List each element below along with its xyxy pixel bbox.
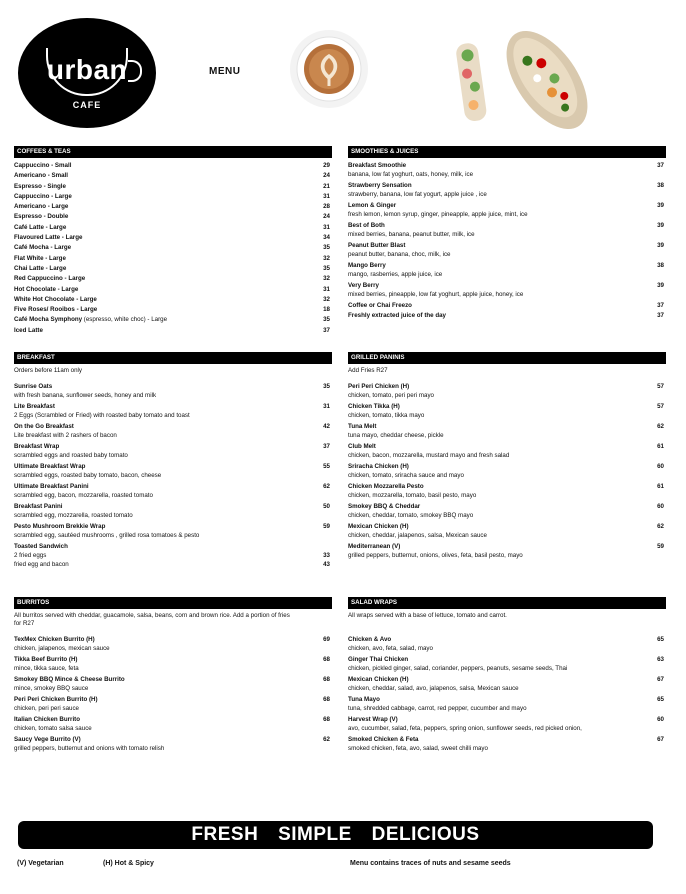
menu-item <box>348 382 666 400</box>
item-price: 68 <box>323 676 330 683</box>
item-price: 67 <box>657 676 664 683</box>
item-price: 39 <box>657 222 664 229</box>
item-price: 50 <box>323 503 330 510</box>
section-header: GRILLED PANINIS <box>348 352 666 364</box>
item-name: Coffee or Chai Freezo <box>348 302 412 309</box>
menu-item <box>14 422 332 440</box>
item-description: chicken, avo, feta, salad, mayo <box>348 645 433 652</box>
slogan-banner: FRESH SIMPLE DELICIOUS <box>18 821 653 849</box>
item-price: 39 <box>657 202 664 209</box>
item-description: chicken, bacon, mozzarella, mustard mayo and fresh salad <box>348 452 510 459</box>
item-description: mixed berries, banana, peanut butter, milk, ice <box>348 231 475 238</box>
item-description: scrambled egg, bacon, mozzarella, roasted tomato <box>14 492 153 499</box>
menu-item <box>348 675 666 693</box>
item-price: 61 <box>657 443 664 450</box>
item-price: 35 <box>323 383 330 390</box>
menu-item <box>14 442 332 460</box>
item-price: 37 <box>323 326 330 334</box>
menu-item <box>348 462 666 480</box>
menu-title: MENU <box>209 66 241 77</box>
item-name: Very Berry <box>348 282 379 289</box>
menu-item <box>14 305 332 315</box>
menu-item <box>14 233 332 243</box>
item-price: 62 <box>323 736 330 743</box>
item-price: 32 <box>323 275 330 283</box>
item-price: 29 <box>323 162 330 169</box>
menu-item <box>14 182 332 192</box>
item-price: 31 <box>323 285 330 293</box>
item-name: Peri Peri Chicken Burrito (H) <box>14 696 98 703</box>
burritos-section <box>14 597 332 755</box>
section-note: All burritos served with cheddar, guacamole, salsa, beans, corn and brown rice. Add a portion of fries for R27 <box>14 612 290 627</box>
item-description: smoked chicken, feta, avo, salad, sweet chilli mayo <box>348 745 488 752</box>
item-name: Chicken Tikka (H) <box>348 403 400 410</box>
item-price: 59 <box>323 523 330 530</box>
item-price: 32 <box>323 295 330 303</box>
section-note: All wraps served with a base of lettuce, tomato and carrot. <box>348 612 507 619</box>
item-price: 24 <box>323 213 330 221</box>
item-price: 37 <box>323 443 330 450</box>
menu-item <box>14 264 332 274</box>
menu-item <box>348 522 666 540</box>
section-note: Orders before 11am only <box>14 367 82 374</box>
section-header: SALAD WRAPS <box>348 597 666 609</box>
menu-item <box>14 192 332 202</box>
item-price: 59 <box>657 543 664 550</box>
menu-item-toasted-sandwich <box>14 542 332 569</box>
item-name: Mango Berry <box>348 262 386 269</box>
menu-item <box>348 655 666 673</box>
menu-item <box>14 502 332 520</box>
menu-item <box>14 382 332 400</box>
item-price: 63 <box>657 656 664 663</box>
item-name: Smokey BBQ & Cheddar <box>348 503 421 510</box>
item-name: Sriracha Chicken (H) <box>348 463 409 470</box>
item-name: Harvest Wrap (V) <box>348 716 398 723</box>
item-price: 62 <box>323 483 330 490</box>
item-price: 35 <box>323 244 330 252</box>
item-price: 68 <box>323 716 330 723</box>
item-price: 62 <box>657 523 664 530</box>
section-header: BREAKFAST <box>14 352 332 364</box>
item-name: Peanut Butter Blast <box>348 242 406 249</box>
item-price: 65 <box>657 636 664 643</box>
item-name: TexMex Chicken Burrito (H) <box>14 636 95 643</box>
item-description: chicken, cheddar, salad, avo, jalapenos, salsa, Mexican sauce <box>348 685 519 692</box>
item-name: Espresso - Single <box>14 182 66 190</box>
item-name: Chicken Mozzarella Pesto <box>348 483 424 490</box>
item-description: chicken, jalapenos, mexican sauce <box>14 645 110 652</box>
item-price: 38 <box>657 182 664 189</box>
item-name: Smoked Chicken & Feta <box>348 736 419 743</box>
menu-item <box>348 402 666 420</box>
item-name: Ultimate Breakfast Wrap <box>14 463 86 470</box>
menu-item <box>14 212 332 222</box>
item-description: mixed berries, pineapple, low fat yoghurt, apple juice, honey, ice <box>348 291 524 298</box>
vegetarian-legend: (V) Vegetarian <box>17 860 64 867</box>
menu-item <box>14 274 332 284</box>
item-description: scrambled egg, sautéed mushrooms , grilled rosa tomatoes & pesto <box>14 532 200 539</box>
wrap-image <box>452 25 592 135</box>
item-price: 60 <box>657 463 664 470</box>
item-price: 28 <box>323 203 330 211</box>
item-price: 21 <box>323 182 330 190</box>
menu-item <box>14 171 332 181</box>
item-price: 43 <box>323 561 330 568</box>
item-price: 38 <box>657 262 664 269</box>
menu-item <box>348 161 666 179</box>
item-description: 2 Eggs (Scrambled or Fried) with roasted baby tomato and toast <box>14 412 190 419</box>
paninis-section <box>348 352 666 562</box>
item-description: chicken, cheddar, jalapenos, salsa, Mexican sauce <box>348 532 487 539</box>
item-name: Tuna Melt <box>348 423 377 430</box>
item-option: fried egg and bacon <box>14 561 69 568</box>
item-name: Saucy Vege Burrito (V) <box>14 736 81 743</box>
item-price: 39 <box>657 282 664 289</box>
item-description: mango, rasberries, apple juice, ice <box>348 271 443 278</box>
item-name: Mediterranean (V) <box>348 543 401 550</box>
menu-item <box>348 261 666 279</box>
item-name: Mexican Chicken (H) <box>348 523 409 530</box>
section-header: COFFEES & TEAS <box>14 146 332 158</box>
item-price: 18 <box>323 306 330 314</box>
menu-item <box>348 735 666 753</box>
item-description: grilled peppers, butternut, onions, olives, feta, basil pesto, mayo <box>348 552 523 559</box>
item-price: 69 <box>323 636 330 643</box>
item-description: tuna, shredded cabbage, carrot, red pepper, cucumber and mayo <box>348 705 527 712</box>
logo-text: urban <box>46 54 128 85</box>
menu-item <box>14 462 332 480</box>
item-detail: (espresso, white choc) - Large <box>82 316 168 324</box>
item-price: 57 <box>657 383 664 390</box>
item-price: 65 <box>657 696 664 703</box>
item-price: 55 <box>323 463 330 470</box>
item-name: Flavoured Latte - Large <box>14 234 83 242</box>
item-name: Chicken & Avo <box>348 636 392 643</box>
item-description: chicken, cheddar, tomato, smokey BBQ mayo <box>348 512 474 519</box>
coffees-list <box>14 161 332 336</box>
item-price: 33 <box>323 552 330 559</box>
item-name: White Hot Chocolate - Large <box>14 295 97 303</box>
item-price: 32 <box>323 254 330 262</box>
item-name: Five Roses/ Rooibos - Large <box>14 306 98 314</box>
item-price: 68 <box>323 656 330 663</box>
item-price: 60 <box>657 716 664 723</box>
menu-item <box>348 635 666 653</box>
menu-item <box>14 295 332 305</box>
item-price: 61 <box>657 483 664 490</box>
item-name: Iced Latte <box>14 326 43 334</box>
smoothies-section <box>348 146 666 321</box>
item-description: mince, tikka sauce, feta <box>14 665 79 672</box>
item-option: 2 fried eggs <box>14 552 47 559</box>
item-name: Ginger Thai Chicken <box>348 656 409 663</box>
logo-subtext: CAFE <box>72 100 102 110</box>
item-name: Peri Peri Chicken (H) <box>348 383 410 390</box>
menu-item <box>348 502 666 520</box>
item-name: On the Go Breakfast <box>14 423 74 430</box>
item-name: Freshly extracted juice of the day <box>348 312 447 319</box>
item-description: scrambled eggs, roasted baby tomato, bacon, cheese <box>14 472 162 479</box>
item-description: strawberry, banana, low fat yogurt, apple juice , ice <box>348 191 487 198</box>
item-name: Breakfast Panini <box>14 503 63 510</box>
menu-item <box>14 715 332 733</box>
menu-item <box>348 221 666 239</box>
item-name: Toasted Sandwich <box>14 543 68 550</box>
breakfast-section <box>14 352 332 571</box>
smoothies-list <box>348 161 666 321</box>
item-name: Tikka Beef Burrito (H) <box>14 656 78 663</box>
menu-item <box>14 675 332 693</box>
item-description: banana, low fat yoghurt, oats, honey, milk, ice <box>348 171 474 178</box>
menu-item <box>348 482 666 500</box>
menu-item <box>348 201 666 219</box>
item-description: peanut butter, banana, choc, milk, ice <box>348 251 451 258</box>
item-description: grilled peppers, butternut and onions with tomato relish <box>14 745 165 752</box>
item-name: Ultimate Breakfast Panini <box>14 483 89 490</box>
item-name: Strawberry Sensation <box>348 182 412 189</box>
menu-item <box>348 442 666 460</box>
item-price: 67 <box>657 736 664 743</box>
item-name: Americano - Small <box>14 172 68 180</box>
item-price: 60 <box>657 503 664 510</box>
item-name: Sunrise Oats <box>14 383 53 390</box>
item-name: Chai Latte - Large <box>14 264 67 272</box>
item-name: Pesto Mushroom Brekkie Wrap <box>14 523 106 530</box>
salads-list <box>348 635 666 753</box>
section-header: BURRITOS <box>14 597 332 609</box>
item-name: Red Cappuccino - Large <box>14 275 86 283</box>
item-name: Cappuccino - Large <box>14 192 72 200</box>
item-name: Hot Chocolate - Large <box>14 285 79 293</box>
item-name: Café Latte - Large <box>14 223 67 231</box>
menu-item <box>14 202 332 212</box>
item-name: Mexican Chicken (H) <box>348 676 409 683</box>
menu-item <box>348 311 666 321</box>
menu-item <box>14 285 332 295</box>
item-price: 37 <box>657 302 664 309</box>
menu-item <box>348 301 666 311</box>
item-description: chicken, tomato salsa sauce <box>14 725 92 732</box>
paninis-list <box>348 382 666 560</box>
item-name: Lite Breakfast <box>14 403 55 410</box>
item-description: mince, smokey BBQ sauce <box>14 685 89 692</box>
item-price: 31 <box>323 403 330 410</box>
menu-item <box>348 241 666 259</box>
menu-item <box>348 281 666 299</box>
coffee-cup-image <box>288 28 370 110</box>
menu-item <box>348 422 666 440</box>
item-name: Tuna Mayo <box>348 696 380 703</box>
item-price: 37 <box>657 312 664 319</box>
item-description: avo, cucumber, salad, feta, peppers, spring onion, sunflower seeds, red picked onion, <box>348 725 582 732</box>
menu-item <box>348 715 666 733</box>
item-description: with fresh banana, sunflower seeds, honey and milk <box>14 392 157 399</box>
cafe-logo <box>18 18 156 128</box>
item-price: 24 <box>323 172 330 180</box>
section-header: SMOOTHIES & JUICES <box>348 146 666 158</box>
menu-item <box>14 243 332 253</box>
item-price: 35 <box>323 316 330 324</box>
menu-item <box>14 161 332 171</box>
item-name: Breakfast Smoothie <box>348 162 407 169</box>
item-name: Smokey BBQ Mince & Cheese Burrito <box>14 676 125 683</box>
item-price: 37 <box>657 162 664 169</box>
allergen-note: Menu contains traces of nuts and sesame seeds <box>350 860 511 867</box>
item-name: Café Mocha Symphony <box>14 316 83 324</box>
item-description: chicken, tomato, tikka mayo <box>348 412 425 419</box>
item-price: 35 <box>323 264 330 272</box>
item-price: 42 <box>323 423 330 430</box>
item-name: Americano - Large <box>14 203 69 211</box>
item-description: chicken, pickled ginger, salad, coriander, peppers, peanuts, sesame seeds, Thai <box>348 665 568 672</box>
section-note: Add Fries R27 <box>348 367 388 374</box>
item-price: 68 <box>323 696 330 703</box>
item-name: Cappuccino - Small <box>14 162 72 169</box>
item-price: 62 <box>657 423 664 430</box>
item-description: fresh lemon, lemon syrup, ginger, pineapple, apple juice, mint, ice <box>348 211 528 218</box>
salads-section <box>348 597 666 755</box>
menu-item <box>348 695 666 713</box>
menu-item <box>14 655 332 673</box>
item-price: 31 <box>323 192 330 200</box>
item-name-group <box>14 315 167 325</box>
item-description: scrambled egg, mozzarella, roasted tomato <box>14 512 133 519</box>
menu-item <box>348 542 666 560</box>
burritos-list <box>14 635 332 753</box>
menu-item <box>14 735 332 753</box>
item-name: Breakfast Wrap <box>14 443 60 450</box>
item-description: scrambled eggs and roasted baby tomato <box>14 452 128 459</box>
item-name: Café Mocha - Large <box>14 244 72 252</box>
spicy-legend: (H) Hot & Spicy <box>103 860 154 867</box>
item-name: Italian Chicken Burrito <box>14 716 81 723</box>
menu-item <box>14 326 332 336</box>
item-description: chicken, tomato, peri peri mayo <box>348 392 434 399</box>
item-description: chicken, tomato, sriracha sauce and mayo <box>348 472 464 479</box>
menu-item <box>14 254 332 264</box>
item-name: Lemon & Ginger <box>348 202 397 209</box>
menu-item <box>14 402 332 420</box>
breakfast-list <box>14 382 332 540</box>
menu-item <box>14 635 332 653</box>
item-description: Lite breakfast with 2 rashers of bacon <box>14 432 117 439</box>
item-description: tuna mayo, cheddar cheese, pickle <box>348 432 444 439</box>
item-price: 34 <box>323 234 330 242</box>
menu-item <box>14 482 332 500</box>
item-name: Espresso - Double <box>14 213 69 221</box>
menu-item <box>14 522 332 540</box>
menu-item <box>14 223 332 233</box>
item-name: Flat White - Large <box>14 254 66 262</box>
item-name: Best of Both <box>348 222 385 229</box>
item-price: 39 <box>657 242 664 249</box>
menu-item <box>14 315 332 325</box>
item-price: 57 <box>657 403 664 410</box>
coffees-section <box>14 146 332 336</box>
item-name: Club Melt <box>348 443 376 450</box>
menu-item <box>14 695 332 713</box>
item-description: chicken, peri peri sauce <box>14 705 80 712</box>
item-description: chicken, mozzarella, tomato, basil pesto, mayo <box>348 492 477 499</box>
menu-item <box>348 181 666 199</box>
item-price: 31 <box>323 223 330 231</box>
